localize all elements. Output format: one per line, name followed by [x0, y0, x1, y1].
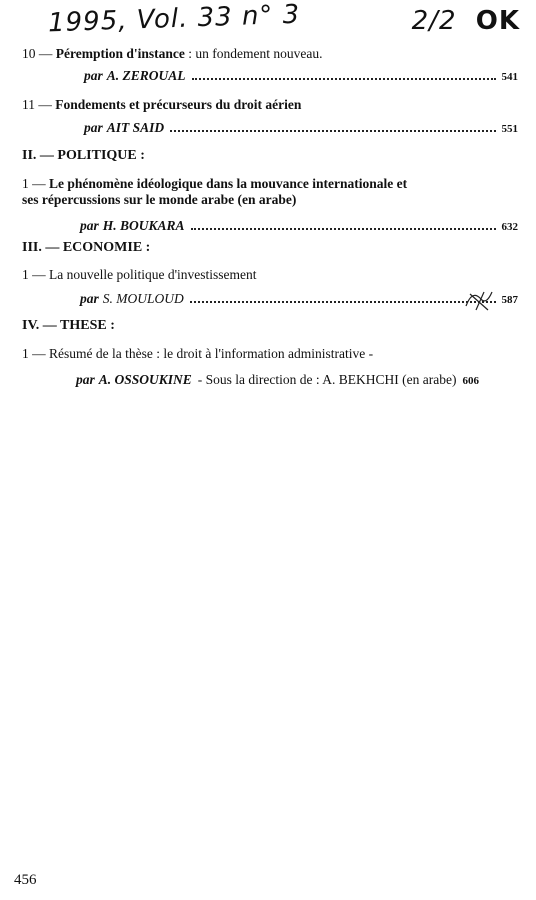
toc-entry-11: 11 — Fondements et précurseurs du droit aérien: [22, 97, 302, 112]
toc-entry-10: 10 — Péremption d'instance : un fondement nouveau.: [22, 46, 323, 61]
byline-page: 551: [501, 123, 518, 135]
toc-byline-politique-1: [80, 218, 518, 234]
byline-page: 541: [501, 71, 518, 83]
entry-number: 11: [22, 97, 35, 112]
toc-byline-10: [84, 68, 518, 84]
page-number: 456: [14, 872, 37, 888]
byline-page: 632: [501, 221, 518, 233]
handwritten-fraction: 2/2: [411, 6, 457, 36]
section-heading-these: IV. — THESE :: [22, 318, 115, 333]
entry-title-line1: Résumé de la thèse : le droit à l'information administrative -: [49, 346, 374, 361]
entry-title-line1: La nouvelle politique d'investissement: [49, 267, 257, 282]
entry-number: 1: [22, 176, 29, 191]
byline-extra: - Sous la direction de : A. BEKHCHI (en arabe): [197, 372, 457, 387]
byline-author: A. OSSOUKINE: [98, 372, 192, 387]
toc-byline-these-1: [76, 372, 518, 388]
leader-dots: [191, 227, 496, 230]
byline-par: par: [84, 120, 103, 135]
entry-number: 10: [22, 46, 36, 61]
byline-page: 606: [462, 375, 479, 387]
byline-par: par: [80, 291, 99, 306]
entry-title-line2: ses répercussions sur le monde arabe (en arabe): [22, 192, 297, 207]
handwritten-volume: 1995, Vol. 33 n° 3: [47, 0, 301, 39]
entry-number: 1: [22, 346, 29, 361]
pen-scribble-mark: [462, 288, 496, 314]
entry-title-rest: : un fondement nouveau.: [184, 46, 323, 61]
handwritten-part: [412, 6, 520, 36]
byline-author: A. ZEROUAL: [106, 68, 186, 83]
toc-byline-economie-1: [80, 291, 518, 307]
handwritten-annotation: [47, 0, 524, 44]
entry-number: 1: [22, 267, 29, 282]
entry-title-bold: Péremption d'instance: [55, 46, 185, 61]
byline-par: par: [84, 68, 103, 83]
handwritten-ok: OK: [475, 6, 520, 36]
section-heading-economie: III. — ECONOMIE :: [22, 240, 151, 255]
byline-par: par: [80, 218, 99, 233]
leader-dots: [190, 300, 496, 303]
byline-page: 587: [501, 294, 518, 306]
byline-author: H. BOUKARA: [102, 218, 185, 233]
section-heading-politique: II. — POLITIQUE :: [22, 148, 145, 163]
toc-entry-economie-1: 1 — La nouvelle politique d'investissement: [22, 267, 257, 282]
toc-entry-these-1: 1 — Résumé de la thèse : le droit à l'information administrative -: [22, 346, 374, 361]
toc-entry-politique-1: 1 — Le phénomène idéologique dans la mouvance internationale et ses répercussions sur le monde arabe (en arabe): [22, 176, 408, 207]
entry-title-line1: Le phénomène idéologique dans la mouvance internationale et: [49, 176, 408, 191]
byline-author: AIT SAID: [106, 120, 165, 135]
byline-author: S. MOULOUD: [102, 291, 184, 306]
leader-dots: [192, 77, 496, 80]
byline-par: par: [76, 372, 95, 387]
entry-title-bold: Fondements et précurseurs du droit aérien: [55, 97, 302, 112]
leader-dots: [170, 129, 495, 132]
toc-byline-11: [84, 120, 518, 136]
